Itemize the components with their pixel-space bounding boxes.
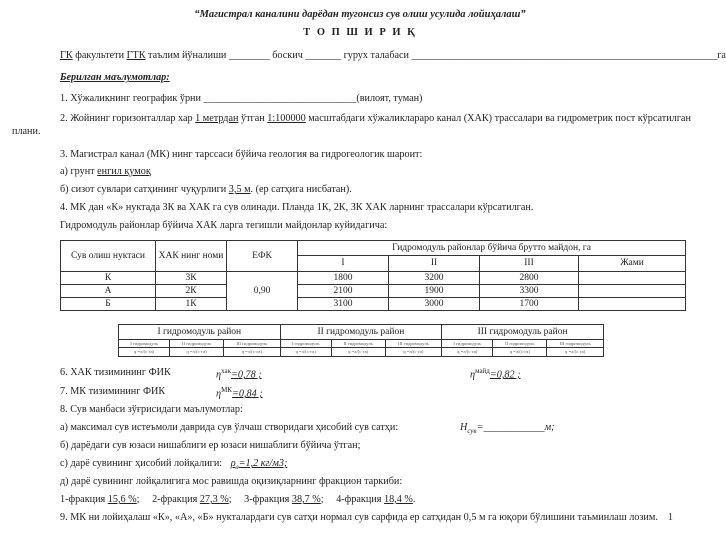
rho-sub: л [235,463,239,472]
item-1-blank: ______________________________ [203,93,357,104]
page-number: 1 [668,512,673,523]
item-3a-label: а) грунт [60,166,95,177]
eta-xak-value: =0,78 ; [230,369,262,381]
h-symbol: Н [460,422,468,433]
cell-xak: 1К [156,298,227,311]
student-line-end: га [717,50,726,61]
student-line [60,50,726,62]
item-1-note: (вилоят, туман) [356,93,423,104]
sub-bottom: q =л/(с·га) [442,348,493,357]
item-7-eta [216,384,263,400]
cell-value: 3300 [480,285,579,298]
item-2-scale: 1:100000 [267,113,306,124]
sub-bottom: q =л/(с·га) [119,348,170,357]
table-row [61,285,686,298]
header-col-total: Жами [579,256,686,272]
eta-symbol: η [470,369,476,381]
item-3: 3. Магистрал канал (МК) нинг тарссаси бўйича геология ва гидрогеологик шароит: [60,149,423,160]
eta-mk-value: =0,84 ; [231,388,263,400]
item-8c-label: с) дарё сувининг ҳисобий лойқалиги: [60,458,223,469]
header-efk: ЕФК [227,241,298,272]
header-intake-point: Сув олиш нуктаси [61,241,156,272]
item-3b-label: б) сизот сувлари сатҳининг чуқурлиги [60,184,227,195]
fraction-value: 18,4 % [383,494,413,505]
sub-top: I гидромодуль [442,340,493,348]
rho-symbol: ρ [230,458,236,469]
cell-value: 3000 [389,298,480,311]
item-6-eta-xak [216,365,262,381]
sub-bottom: q =л/(с·га) [493,348,547,357]
document-heading: Т О П Ш И Р И Қ [303,27,417,38]
item-8a: а) максимал сув истеъмоли даврида сув ўлчаш створидаги ҳисобий сув сатҳи: [60,422,399,433]
hydromodule-header-1: I гидромодуль район [119,325,281,340]
item-2-part-b: масштабдаги хўжаликлараро канал (ХАК) трассалари ва гидрометрик пост кўрсатилган [308,113,691,124]
item-2 [60,113,691,125]
item-2-part-a: 2. Жойнинг горизонталлар хар [60,113,193,124]
direction-value: ГТК [126,50,146,61]
group-label: гурух талабаси [343,50,410,61]
item-6 [60,367,171,379]
item-8: 8. Сув манбаси зўғрисидаги маълумотлар: [60,404,243,415]
cell-xak: 2К [156,285,227,298]
hydromodule-header-2: II гидромодуль район [280,325,442,340]
cell-value: 1800 [298,272,389,285]
item-4-subtitle: Гидромодуль районлар бўйича ХАК ларга тегишли майдонлар куйидагича: [60,220,388,231]
blank-course: ________ [228,50,270,61]
eta-sup: МК [221,386,232,394]
item-7-label: 7. МК тизимининг ФИК [60,386,166,397]
sub-bottom: q =л/(с·га) [385,348,442,357]
header-col-1: I [298,256,389,272]
sub-top: II гидромодуль [493,340,547,348]
header-col-2: II [389,256,480,272]
given-header: Берилган маълумотлар: [60,72,170,83]
header-col-3: III [480,256,579,272]
fraction-value: 27,3 % [199,494,229,505]
fraction-value: 38,7 % [291,494,321,505]
item-1-label: 1. Хўжаликнинг географик ўрни [60,93,201,104]
fraction-label: 2-фракция [152,494,198,505]
cell-value: 1700 [480,298,579,311]
eta-sup: хак [221,367,231,375]
item-6-label: 6. ХАК тизимининг ФИК [60,367,171,378]
sub-bottom: q =л/(с·га) [170,348,224,357]
cell-point: Б [61,298,156,311]
sub-top: I гидромодуль [119,340,170,348]
item-8a-formula [460,422,554,437]
item-8d: д) дарё сувининг лойқалигига мос равишда оқизиқларнинг фракцион таркиби: [60,476,403,487]
cell-value: 3100 [298,298,389,311]
item-8c [60,458,287,473]
item-1 [60,93,422,105]
item-7 [60,386,165,398]
eta-sup: майд [475,367,490,375]
sub-top: III гидромодуль [224,340,281,348]
table-row [61,298,686,311]
sub-top: III гидромодуль [547,340,604,348]
h-sub: сув [467,427,477,436]
cell-value: 2800 [480,272,579,285]
cell-efk: 0,90 [227,272,298,311]
fractions-line: 1-фракция 15,6 %; 2-фракция 27,3 %; 3-фракция 38,7 %; 4-фракция 18,4 %. [60,494,416,505]
sub-top: II гидромодуль [170,340,224,348]
cell-total [579,272,686,285]
cell-value: 1900 [389,285,480,298]
faculty-label: факультети [75,50,125,61]
header-gross-area: Гидромодуль районлар бўйича брутто майдон, га [298,241,686,256]
hydromodule-table [118,324,604,357]
cell-total [579,298,686,311]
sub-top: II гидромодуль [331,340,385,348]
sub-bottom: q =л/(с·га) [224,348,281,357]
sub-bottom: q =л/(с·га) [547,348,604,357]
rho-value: =1,2 кг/м3; [238,458,288,469]
item-3a [60,166,151,178]
item-3b-note: . (ер сатҳига нисбатан). [250,184,352,195]
direction-label: таълим йўналиши [148,50,227,61]
item-6-eta-field [470,365,521,381]
sub-top: I гидромодуль [280,340,331,348]
eta-symbol: η [216,369,222,381]
sub-top: III гидромодуль [385,340,442,348]
item-3b-value: 3,5 м [228,184,251,195]
cell-value: 3200 [389,272,480,285]
faculty-value: ГК [60,50,73,61]
eta-field-value: =0,82 ; [489,369,521,381]
cell-xak: 3К [156,272,227,285]
item-9: 9. МК ни лойиҳалаш «К», «А», «Б» нукталардаги сув сатҳи нормал сув сарфида ер сатҳидан 0,5 м га юқори бўлишини таъминлаш лозим. [60,512,658,523]
table-row [61,272,686,285]
h-blank: =____________м; [476,422,555,433]
cell-point: А [61,285,156,298]
header-xak-name: ХАК нинг номи [156,241,227,272]
sub-bottom: q =л/(с·га) [331,348,385,357]
blank-name: ____________________________________________________________ [411,50,718,61]
hydromodule-header-3: III гидромодуль район [442,325,604,340]
item-4: 4. МК дан «К» нуктада ЗК ва ХАК га сув олинади. Планда 1К, 2К, ЗК ХАК ларнинг трассалари кўрсатилган. [60,202,534,213]
sub-bottom: q =л/(с·га) [280,348,331,357]
item-2-line-2: плани. [12,126,41,137]
fraction-label: 3-фракция [244,494,290,505]
item-3b [60,184,352,196]
eta-symbol: η [216,388,222,400]
item-8c-value [230,458,288,472]
item-2-interval: 1 метрдан [195,113,239,124]
item-3a-value: енгил қумоқ [97,166,151,177]
fraction-value: 15,6 % [107,494,137,505]
cell-value: 2100 [298,285,389,298]
area-table [60,240,686,311]
fraction-label: 4-фракция [336,494,382,505]
course-label: боскич [272,50,303,61]
item-2-mid: ўтган [241,113,265,124]
cell-total [579,285,686,298]
item-8b: б) дарёдаги сув юзаси нишаблиги ер юзаси нишаблиги бўйича ўтган; [60,440,361,451]
blank-group: _______ [305,50,342,61]
document-title: “Магистрал каналини дарёдан тугонсиз сув олиш усулида лойиҳалаш” [194,9,526,20]
cell-point: К [61,272,156,285]
fraction-label: 1-фракция [60,494,106,505]
